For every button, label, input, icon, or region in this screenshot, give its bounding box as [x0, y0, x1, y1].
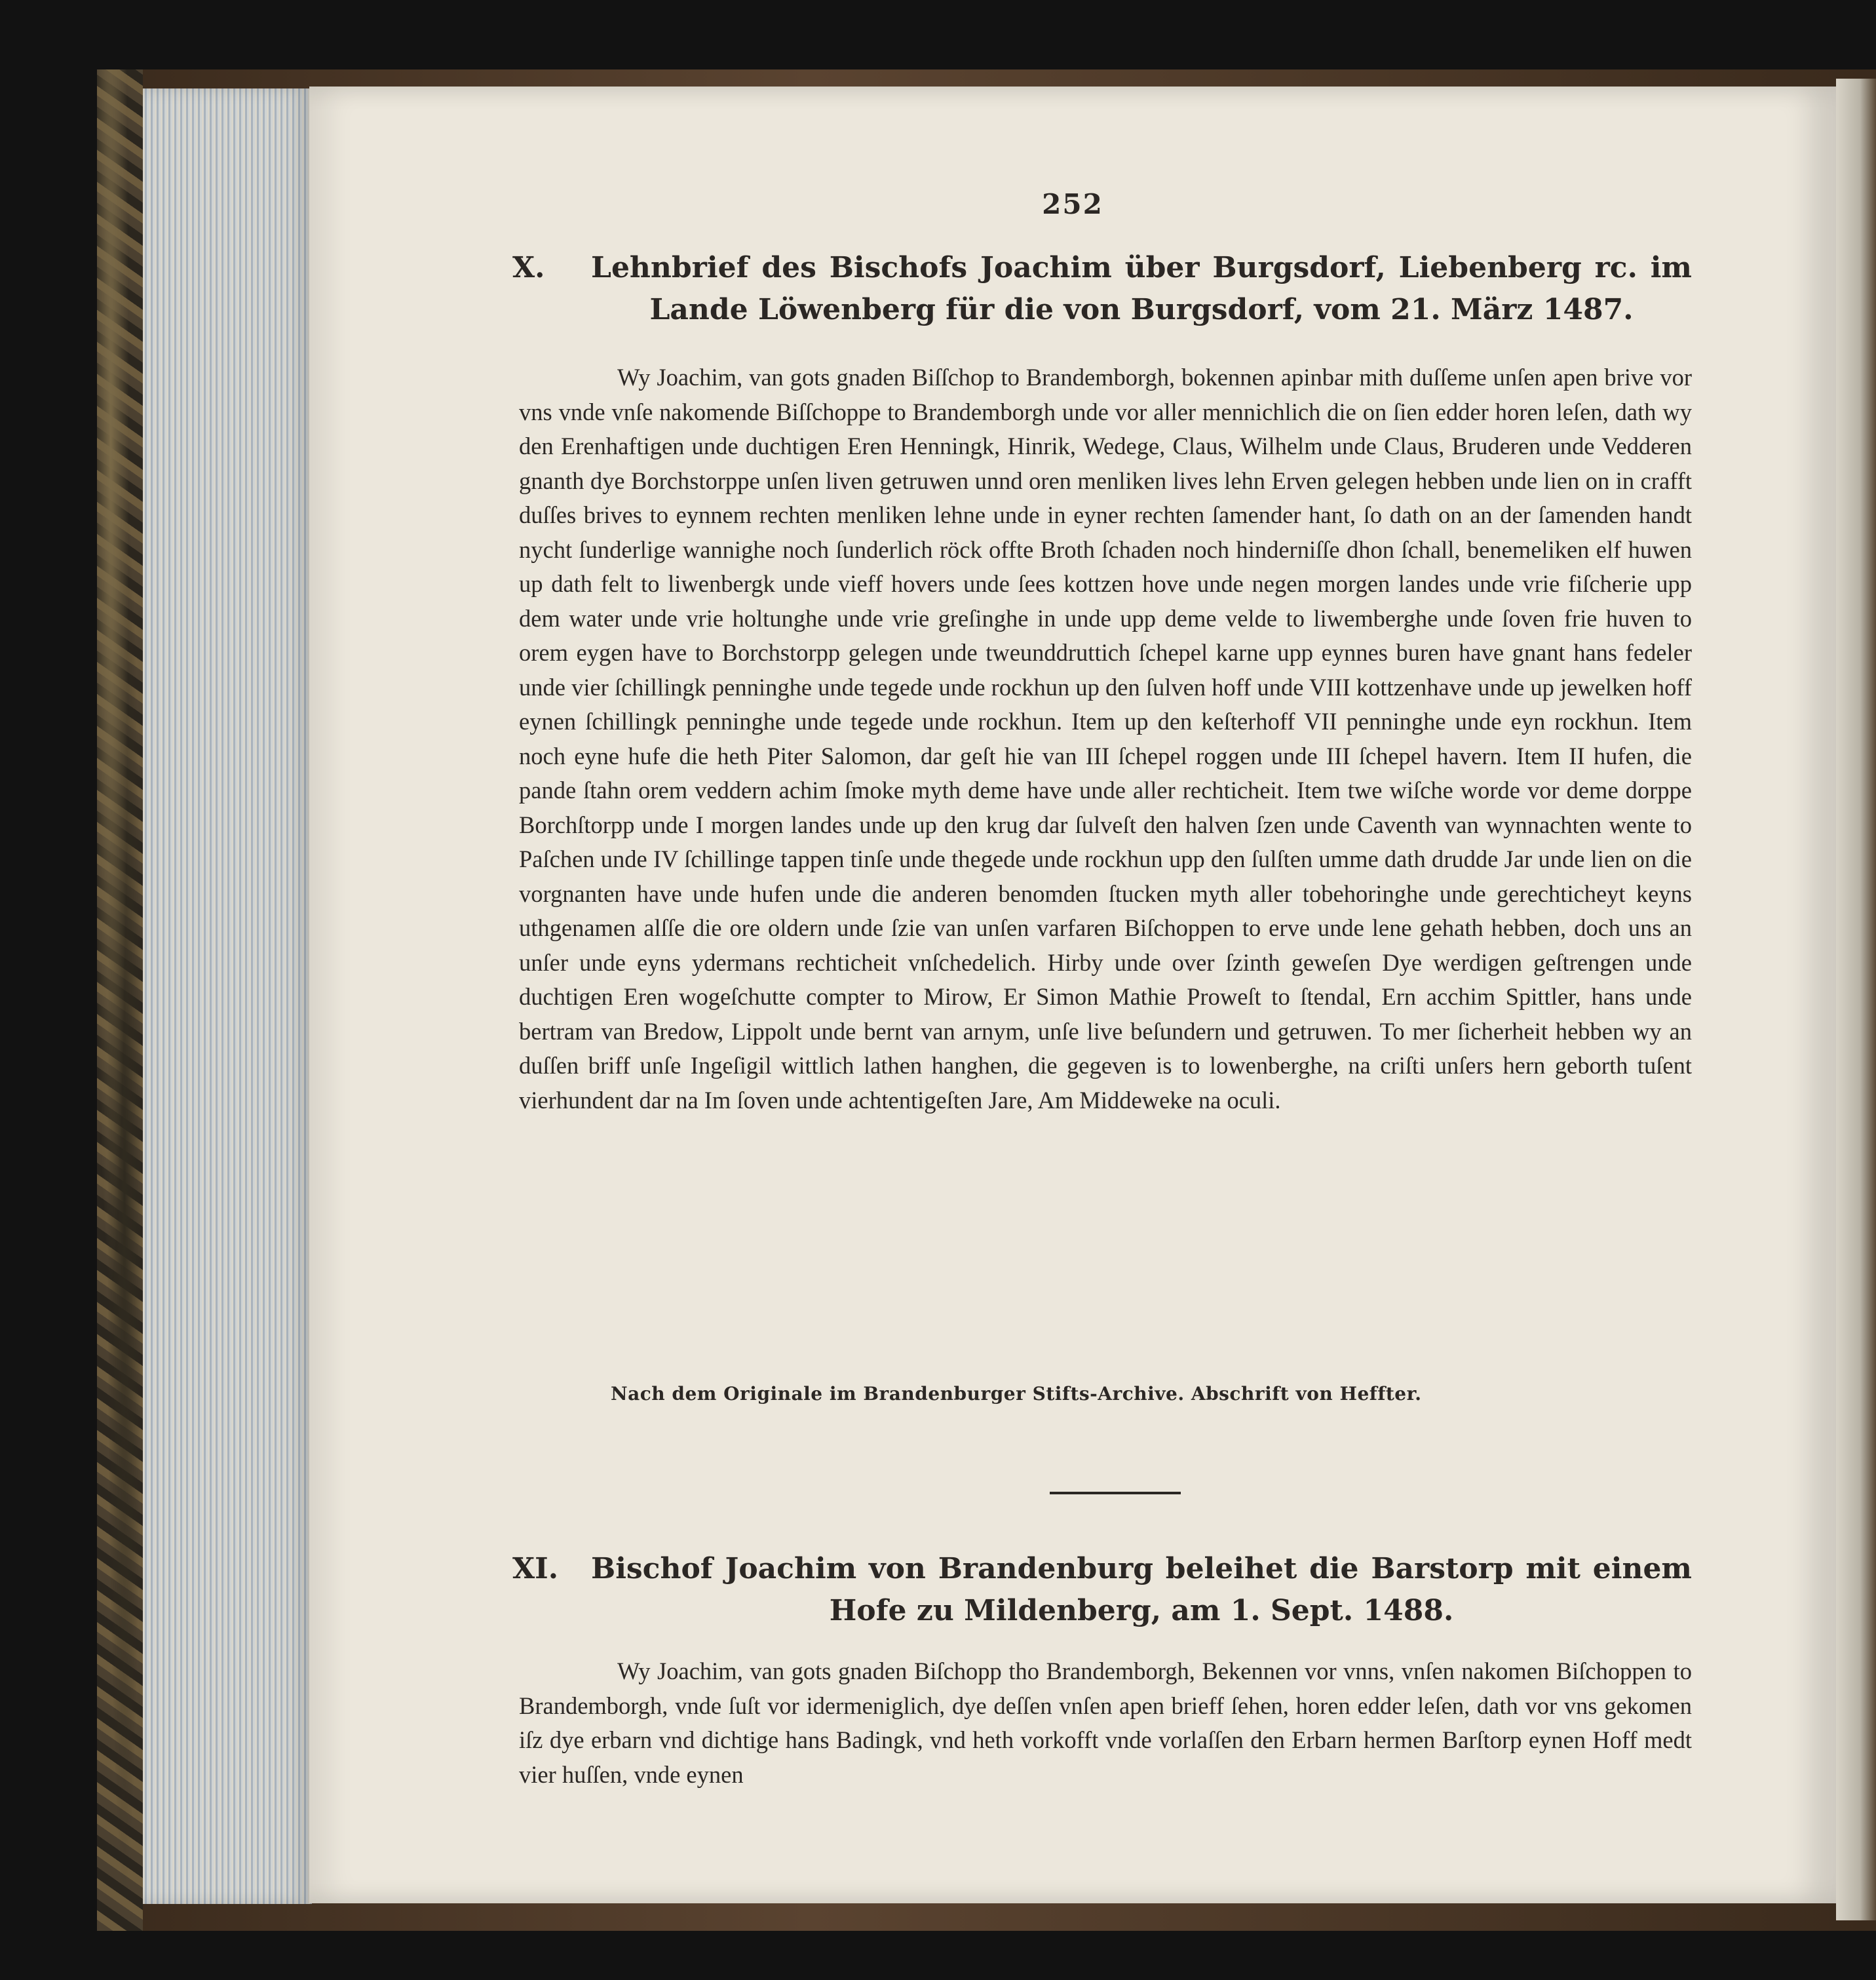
- section-divider: [1050, 1492, 1181, 1494]
- document-x-source-note: Nach dem Originale im Brandenburger Stifts-Archive. Abschrift von Heffter.: [611, 1383, 1422, 1405]
- document-x-title: Lehnbrief des Bischofs Joachim über Burgsdorf, Liebenberg rc. im Lande Löwenberg für die von Burgsdorf, vom 21. März 1487.: [591, 251, 1692, 326]
- document-x-body: [519, 360, 1692, 1117]
- document-xi-numeral: XI.: [512, 1552, 559, 1585]
- document-xi-body: [519, 1654, 1692, 1792]
- page-block-edges: [143, 88, 312, 1904]
- book-page: [309, 87, 1836, 1903]
- facing-page-edge: [1836, 79, 1876, 1920]
- marbled-edge: [97, 69, 143, 1931]
- document-x-text: Wy Joachim, van gots gnaden Biſſchop to Brandemborgh, bokennen apinbar mith duſſeme unſen apen brive vor vns vnde vnſe nakomende Biſſchoppe to Brandemborgh unde vor aller mennichlich die on ſien edder horen leſen, dath wy den Erenhaftigen unde duchtigen Eren Henningk, Hinrik, Wedege, Claus, Wilhelm unde Claus, Bruderen unde Vedderen gnanth dye Borchstorppe unſen liven getruwen unnd oren menliken lives lehn Erven gelegen hebben unde lien on in crafft duſſes brives to eynnem rechten menliken lehne unde in eyner rechten ſamender hant, ſo dath on an der ſamenden handt nycht ſunderlige wannighe noch ſunderlich röck offte Broth ſchaden noch hinderniſſe dhon ſchall, benemeliken elf huwen up dath felt to liwenbergk unde vieff hovers unde ſees kottzen hove unde negen morgen landes unde vrie fiſcherie upp dem water unde vrie holtunghe unde vrie greſinghe in unde upp deme velde to liwemberghe unde ſoven frie huven to orem eygen have to Borchstorpp gelegen unde tweunddruttich ſchepel karne upp eynnes buren have gnant hans fedeler unde vier ſchillingk penninghe unde tegede unde rockhun up den ſulven hoff unde VIII kottzenhave unde up jewelken hoff eynen ſchillingk penninghe unde tegede unde rockhun. Item up den keſterhoff VII penninghe unde eyn rockhun. Item noch eyne hufe die heth Piter Salomon, dar geſt hie van III ſchepel roggen unde III ſchepel havern. Item II hufen, die pande ſtahn orem veddern achim ſmoke myth deme have unde aller rechticheit. Item twe wiſche worde vor deme dorppe Borchſtorpp unde I morgen landes unde up den krug dar ſulveſt den halven ſzen unde Caventh van wynnachten wente to Paſchen unde IV ſchillinge tappen tinſe unde thegede unde rockhun upp den ſulſten umme dath drudde Jar unde lien on die vorgnanten have unde hufen unde die anderen benomden ſtucken myth aller tobehoringhe unde gerechticheyt keyns uthgenamen alſſe die ore oldern unde ſzie van unſen varfaren Biſchoppen to erve unde lene gehath hebben, doch uns an unſer unde eyns ydermans rechticheit vnſchedelich. Hirby unde over ſzinth geweſen Dye werdigen geſtrengen unde duchtigen Eren wogeſchutte compter to Mirow, Er Simon Mathie Proweſt to ſtendal, Ern acchim Spittler, hans unde bertram van Bredow, Lippolt unde bernt van arnym, unſe live beſundern und getruwen. To mer ſicherheit hebben wy an duſſen briff unſe Ingeſigil wittlich lathen hanghen, die gegeven is to lowenberghe, na criſti unſers hern geborth tuſent vierhundent dar na Im ſoven unde achtentigeſten Jare, Am Middeweke na oculi.: [519, 364, 1693, 1114]
- document-xi-text: Wy Joachim, van gots gnaden Biſchopp tho Brandemborgh, Bekennen vor vnns, vnſen nakomen Biſchoppen to Brandemborgh, vnde ſuſt vor idermeniglich, dye deſſen vnſen apen brieff ſehen, horen edder leſen, dath vor vns gekomen iſz dye erbarn vnd dichtige hans Badingk, vnd heth vorkofft vnde vorlaſſen den Erbarn hermen Barſtorp eynen Hoff medt vier huſſen, vnde eynen: [519, 1658, 1692, 1788]
- document-xi-title: Bischof Joachim von Brandenburg beleihet die Barstorp mit einem Hofe zu Mildenberg, am 1. Sept. 1488.: [591, 1552, 1692, 1627]
- document-x-heading: [512, 247, 1692, 331]
- document-x-numeral: X.: [512, 251, 545, 284]
- page-number: 252: [1042, 188, 1103, 220]
- document-xi-heading: [512, 1548, 1692, 1632]
